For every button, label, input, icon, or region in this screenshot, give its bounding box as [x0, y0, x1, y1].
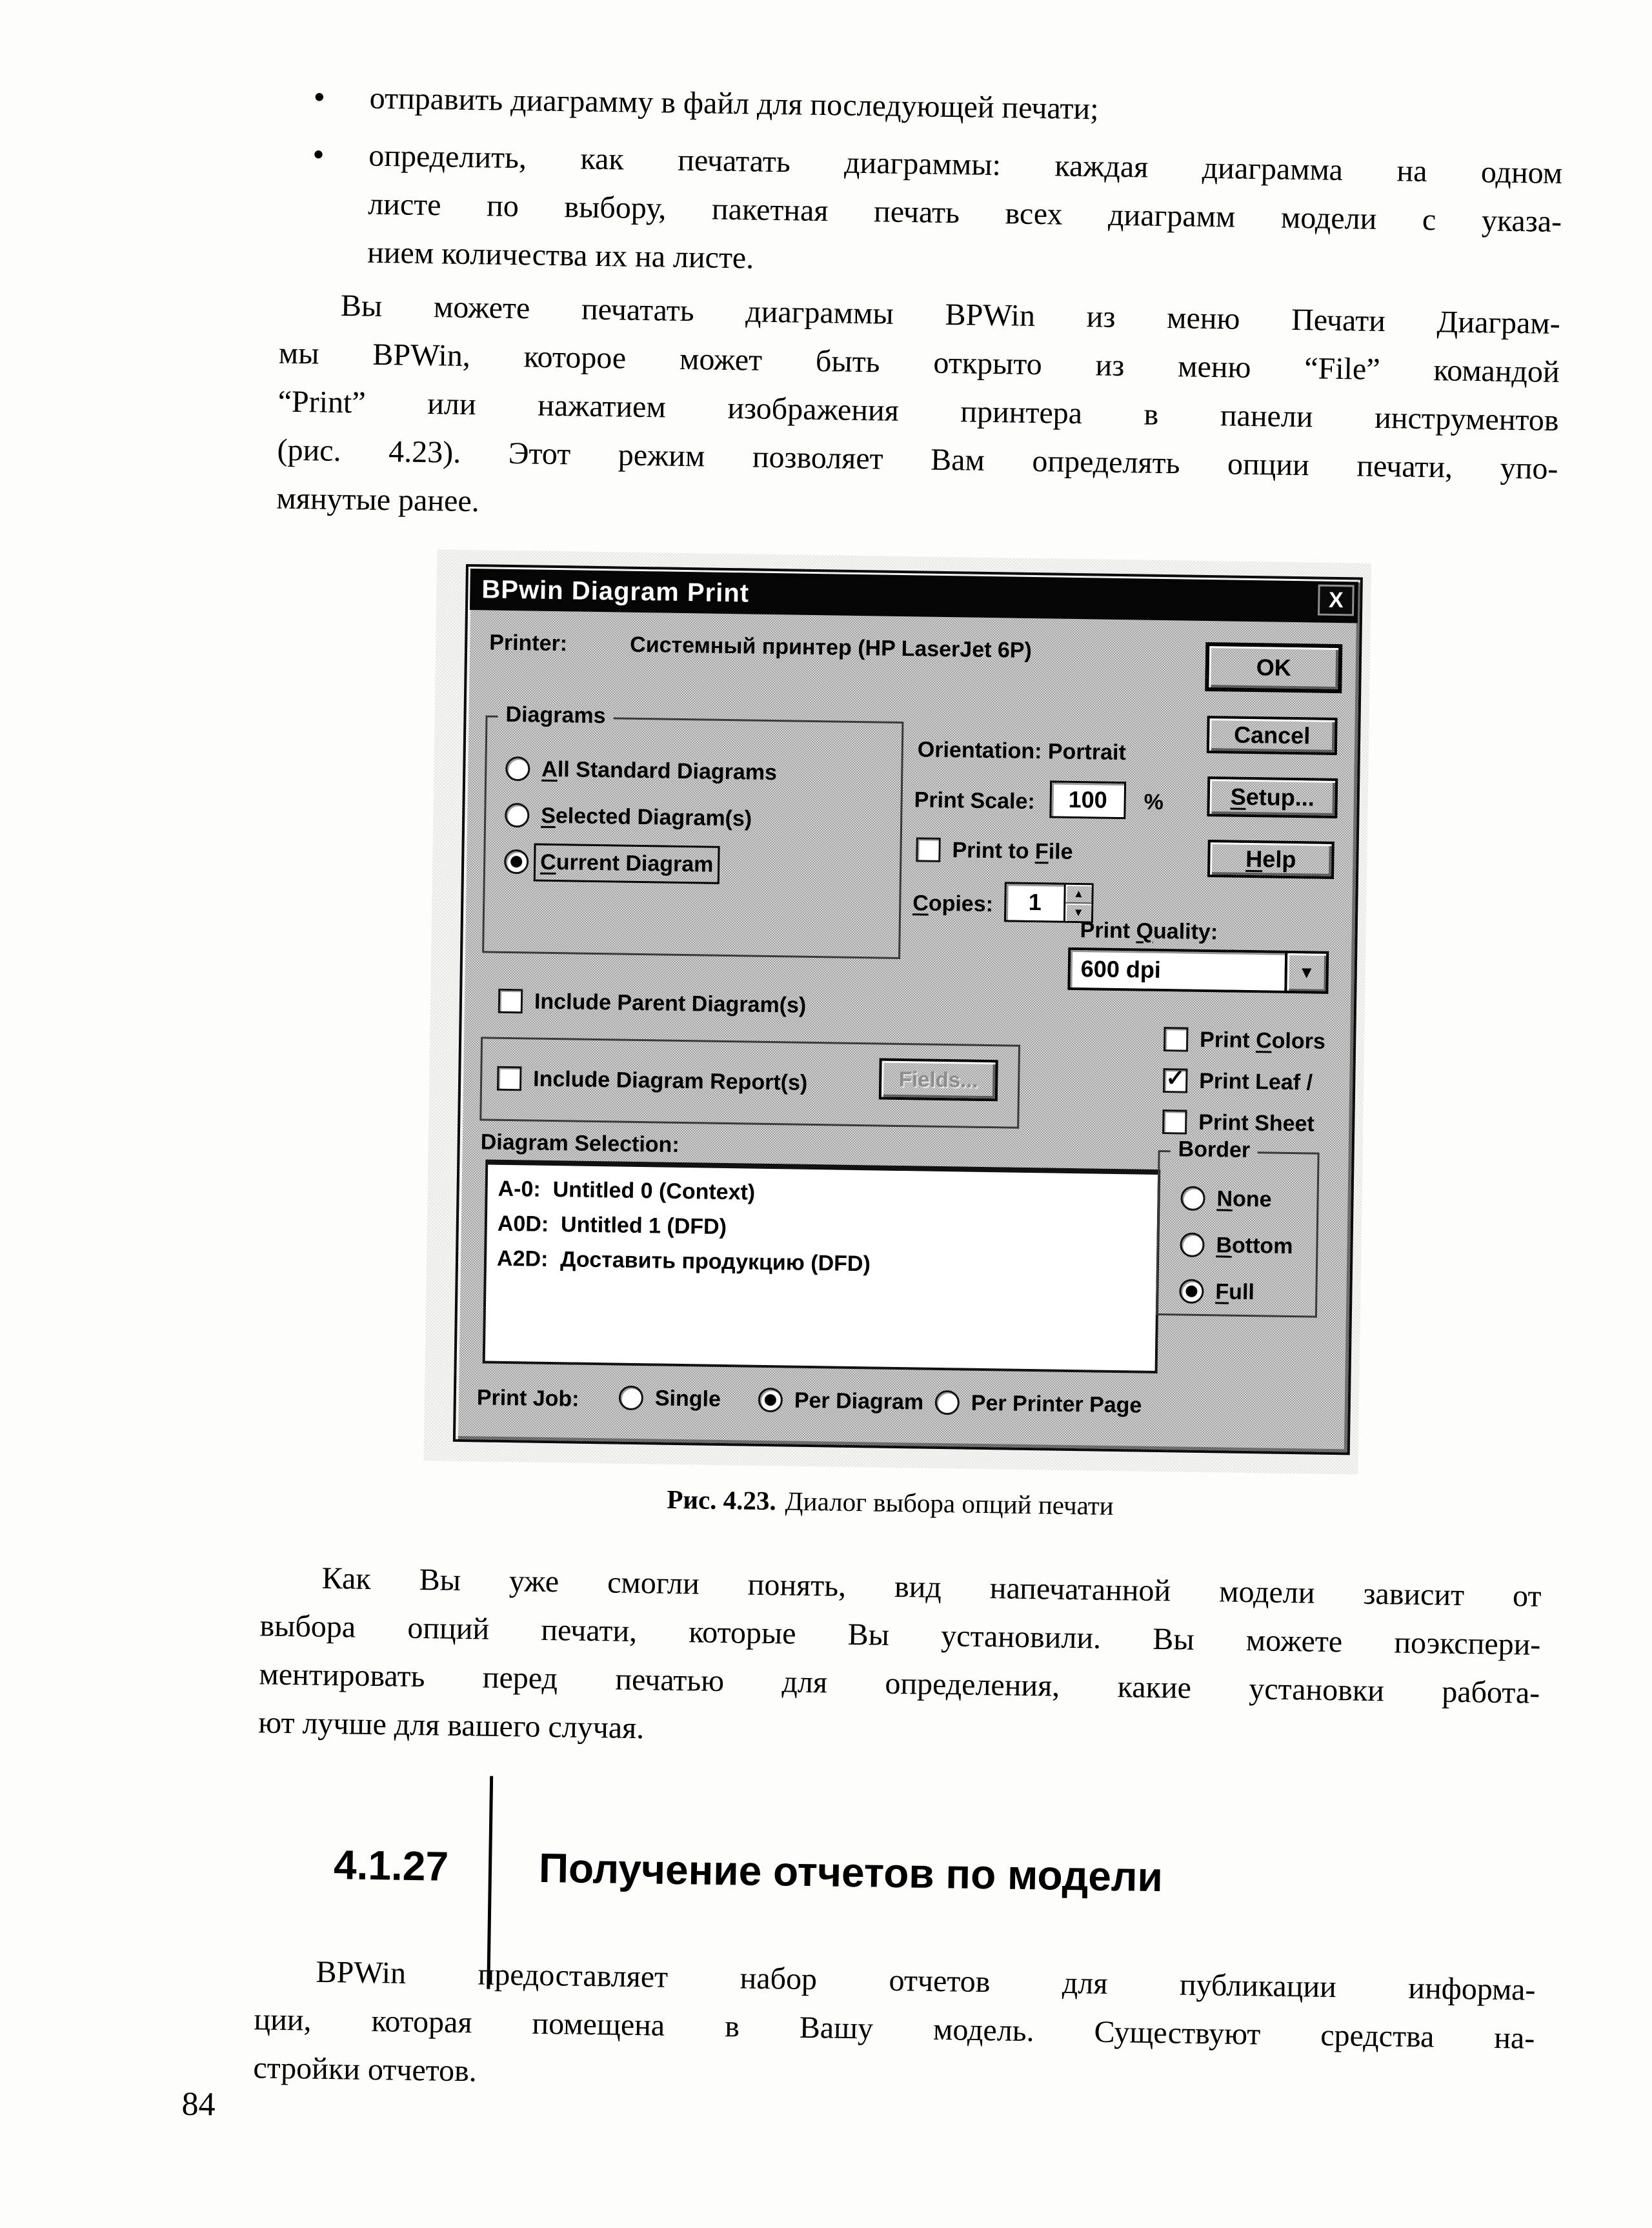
paragraph-intro [276, 281, 1560, 542]
print-quality-label: Print Quality: [1080, 918, 1218, 945]
dialog-titlebar[interactable] [470, 569, 1358, 623]
page-number: 84 [181, 2085, 216, 2123]
checkbox-include-parent-diagrams[interactable]: Include Parent Diagram(s) [498, 986, 807, 1021]
radio-print-job-single[interactable]: Single [619, 1382, 721, 1415]
orientation-label: Orientation: Portrait [917, 737, 1127, 765]
checkbox-print-colors[interactable]: Print Colors [1163, 1024, 1325, 1057]
listbox-item[interactable]: A2D: Доставить продукцию (DFD) [496, 1246, 871, 1277]
spin-down-icon[interactable]: ▼ [1065, 904, 1091, 922]
text-line: листе по выбору, пакетная печать всех диаграмм модели с указа- [367, 187, 1562, 239]
radio-selected-diagrams[interactable]: Selected Diagram(s) [505, 800, 752, 835]
diagrams-group-label: Diagrams [498, 702, 614, 729]
bullet-icon: • [312, 136, 325, 174]
listbox-item[interactable]: A0D: Untitled 1 (DFD) [497, 1211, 727, 1240]
radio-icon [505, 803, 530, 828]
radio-icon [935, 1390, 960, 1415]
radio-icon [758, 1388, 783, 1413]
listbox-item[interactable]: A-0: Untitled 0 (Context) [498, 1176, 756, 1205]
radio-icon [619, 1386, 644, 1411]
radio-print-job-per-printer-page[interactable]: Per Printer Page [934, 1387, 1142, 1421]
print-quality-dropdown[interactable] [1067, 947, 1329, 994]
ok-button[interactable]: OK [1205, 642, 1342, 693]
print-job-label: Print Job: [476, 1385, 579, 1412]
radio-icon [1180, 1186, 1205, 1211]
radio-current-diagram[interactable]: Current Diagram [504, 846, 714, 880]
text-line: мянутые ранее. [276, 481, 480, 519]
chevron-down-icon[interactable]: ▼ [1284, 951, 1329, 994]
diagram-selection-label: Diagram Selection: [480, 1129, 680, 1157]
printer-value: Системный принтер (HP LaserJet 6P) [629, 632, 1032, 663]
checkbox-icon [916, 837, 941, 862]
print-scale-label: Print Scale: [914, 787, 1036, 815]
checkbox-icon [498, 989, 523, 1014]
text-line: Вы можете печатать диаграммы BPWin из меню Печати Диаграм- [340, 289, 1561, 341]
bullet-list [280, 73, 1564, 294]
section-number: 4.1.27 [333, 1841, 449, 1890]
text-line: (рис. 4.23). Этот режим позволяет Вам определять опции печати, упо- [277, 432, 1558, 487]
list-item [282, 73, 1564, 140]
text-line: ют лучше для вашего случая. [257, 1705, 645, 1746]
diagrams-group [482, 702, 903, 959]
paragraph-reports [253, 1947, 1536, 2111]
radio-icon [1180, 1232, 1205, 1257]
close-button[interactable] [1318, 585, 1355, 616]
printer-label: Printer: [489, 630, 568, 656]
section-title: Получение отчетов по модели [538, 1844, 1163, 1901]
figure-caption [423, 1480, 1358, 1524]
spin-up-icon[interactable]: ▲ [1065, 885, 1091, 904]
caption-label: Рис. 4.23. [667, 1484, 777, 1516]
text-line: отправить диаграмму в файл для последующей печати; [369, 81, 1099, 127]
bullet-text [367, 132, 1563, 294]
setup-button[interactable]: Setup... [1207, 776, 1338, 818]
text-line: выбора опций печати, которые Вы установили. Вы можете поэкспери- [259, 1608, 1541, 1662]
diagram-selection-listbox[interactable] [483, 1159, 1161, 1373]
text-line: ции, которая помещена в Вашу модель. Существуют средства на- [254, 2002, 1535, 2056]
print-quality-value: 600 dpi [1067, 947, 1287, 993]
radio-all-standard-diagrams[interactable]: All Standard Diagrams [505, 753, 777, 788]
radio-border-full[interactable]: Full [1179, 1275, 1254, 1308]
bpwin-diagram-print-dialog [453, 564, 1363, 1455]
print-scale-input[interactable]: 100 [1049, 780, 1126, 819]
checkbox-icon [497, 1066, 522, 1091]
checkbox-icon: ✓ [1163, 1068, 1188, 1093]
dialog-title: BPwin Diagram Print [481, 574, 750, 607]
radio-icon [504, 849, 529, 875]
radio-print-job-per-diagram[interactable]: Per Diagram [758, 1384, 924, 1418]
checkbox-icon [1163, 1027, 1189, 1052]
bullet-icon: • [313, 79, 326, 116]
text-line: ментировать перед печатью для определения, какие установки работа- [259, 1657, 1540, 1710]
copies-stepper[interactable]: 1 ▲ ▼ [1004, 882, 1094, 923]
text-line: Как Вы уже смогли понять, вид напечатанной модели зависит от [321, 1561, 1542, 1614]
percent-label: % [1143, 789, 1164, 815]
help-button[interactable]: Help [1207, 840, 1335, 879]
radio-border-none[interactable]: None [1180, 1182, 1272, 1215]
checkbox-print-leaf[interactable]: ✓ Print Leaf / [1163, 1065, 1313, 1098]
text-line: BPWin предоставляет набор отчетов для публикации информа- [316, 1954, 1536, 2007]
copies-label: Copies: [912, 891, 994, 917]
radio-border-bottom[interactable]: Bottom [1180, 1229, 1293, 1262]
bullet-text [369, 74, 1564, 140]
text-line: “Print” или нажатием изображения принтера в панели инструментов [277, 384, 1559, 438]
list-item [280, 130, 1563, 294]
text-line: стройки отчетов. [253, 2051, 478, 2089]
cancel-button[interactable]: Cancel [1207, 716, 1338, 755]
fields-button[interactable]: Fields... [879, 1058, 998, 1102]
checkbox-print-to-file[interactable]: Print to File [916, 834, 1073, 867]
radio-icon [1179, 1279, 1204, 1304]
radio-icon [505, 756, 530, 782]
text-line: мы BPWin, которое может быть открыто из меню “File” командой [278, 336, 1560, 390]
checkbox-include-diagram-reports[interactable]: Include Diagram Report(s) [497, 1063, 808, 1099]
border-group-label: Border [1170, 1137, 1258, 1163]
caption-text: Диалог выбора опций печати [785, 1486, 1114, 1521]
figure-dialog-screenshot [423, 549, 1371, 1474]
checkbox-print-sheet[interactable]: Print Sheet [1162, 1106, 1315, 1139]
close-icon: X [1328, 587, 1344, 613]
paragraph-after-figure [258, 1553, 1542, 1765]
checkbox-icon [1162, 1109, 1187, 1135]
text-line: нием количества их на листе. [367, 235, 754, 276]
text-line: определить, как печатать диаграммы: каждая диаграмма на одном [368, 138, 1563, 191]
